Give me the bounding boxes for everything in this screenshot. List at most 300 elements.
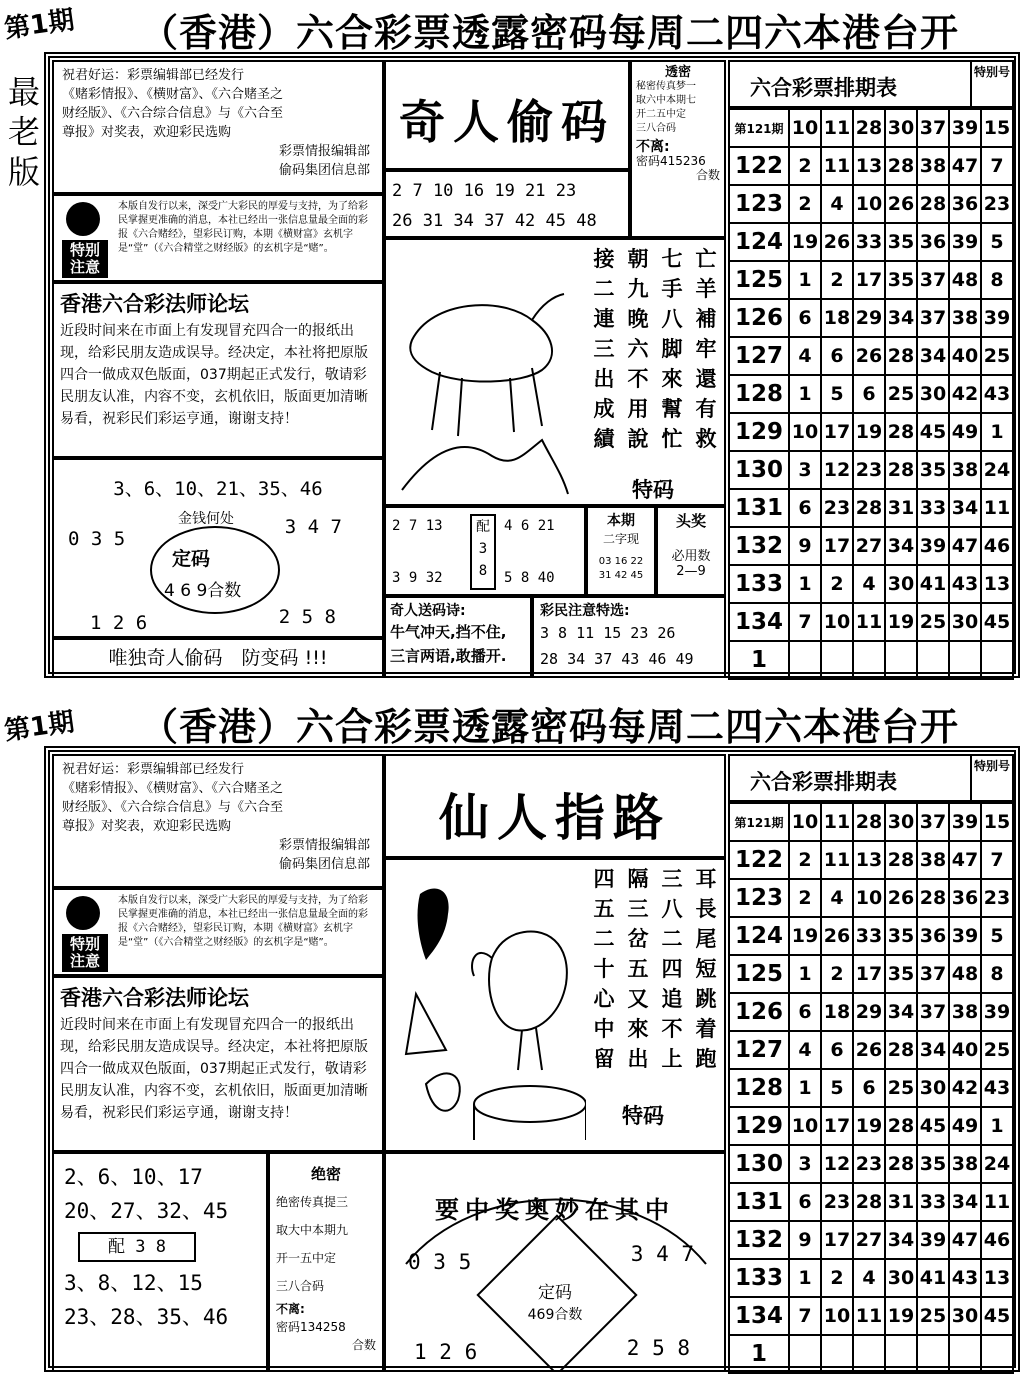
schedule-number: 27 bbox=[853, 527, 885, 565]
page-title: 奇人偷码 bbox=[399, 95, 615, 149]
side-label bbox=[6, 72, 42, 192]
attention-title: 彩民注意特选: bbox=[540, 603, 630, 619]
greeting-line: 《赌彩情报》、《横财富》、《六合赌圣之 bbox=[62, 87, 284, 102]
send-poem-line: 三言两语,敢播开. bbox=[390, 647, 507, 665]
bottom-sheet bbox=[0, 694, 1032, 1388]
schedule-number: 11 bbox=[821, 841, 853, 879]
diamond-box bbox=[384, 1152, 726, 1372]
schedule-number: 28 bbox=[885, 337, 917, 375]
ring-arc-text: 金钱何处 bbox=[178, 511, 234, 527]
schedule-number: 45 bbox=[981, 603, 1013, 641]
schedule-issue-label: 131 bbox=[729, 489, 789, 527]
schedule-number bbox=[885, 641, 917, 679]
this-issue-box bbox=[586, 506, 656, 596]
schedule-number: 26 bbox=[853, 1031, 885, 1069]
schedule-number: 15 bbox=[981, 109, 1013, 147]
greeting-box bbox=[52, 754, 384, 888]
schedule-number: 28 bbox=[853, 1183, 885, 1221]
bomb-icon bbox=[66, 202, 100, 236]
schedule-number: 17 bbox=[821, 1221, 853, 1259]
schedule-row bbox=[729, 451, 1013, 489]
greeting-signature: 彩票情报编辑部 bbox=[278, 838, 370, 853]
schedule-row bbox=[729, 603, 1013, 641]
schedule-number: 11 bbox=[853, 603, 885, 641]
forum-title: 香港六合彩法师论坛 bbox=[60, 292, 249, 316]
ring-left-numbers: 0 3 5 bbox=[68, 528, 126, 550]
schedule-number: 33 bbox=[853, 223, 885, 261]
schedule-number: 28 bbox=[885, 1107, 917, 1145]
schedule-number: 49 bbox=[949, 1107, 981, 1145]
poem-columns bbox=[590, 244, 722, 464]
poem-columns bbox=[590, 864, 722, 1096]
schedule-number: 35 bbox=[917, 451, 949, 489]
schedule-number: 30 bbox=[885, 803, 917, 841]
title-numbers bbox=[384, 170, 630, 238]
schedule-number: 13 bbox=[981, 1259, 1013, 1297]
ring-bottom-left: 1 2 6 bbox=[90, 612, 148, 634]
title-number-line: 26 31 34 37 42 45 48 bbox=[392, 211, 597, 231]
schedule-number: 28 bbox=[885, 841, 917, 879]
mini-pair-number: 3 bbox=[478, 541, 488, 557]
schedule-number bbox=[949, 1335, 981, 1373]
send-poem-line: 牛气冲天,挡不住, bbox=[390, 623, 507, 641]
secret-code: 密码415236 bbox=[636, 154, 706, 168]
schedule-row bbox=[729, 1031, 1013, 1069]
schedule-issue-label: 127 bbox=[729, 337, 789, 375]
schedule-number: 25 bbox=[917, 1297, 949, 1335]
schedule-number: 35 bbox=[885, 261, 917, 299]
schedule-number: 39 bbox=[949, 223, 981, 261]
schedule-row bbox=[729, 641, 1013, 679]
schedule-number: 43 bbox=[981, 375, 1013, 413]
schedule-row bbox=[729, 841, 1013, 879]
diamond-bottom-left: 1 2 6 bbox=[414, 1340, 478, 1364]
schedule-number: 38 bbox=[917, 147, 949, 185]
schedule-number: 11 bbox=[821, 147, 853, 185]
schedule-number: 11 bbox=[821, 109, 853, 147]
schedule-row bbox=[729, 1297, 1013, 1335]
diamond-left-numbers: 0 3 5 bbox=[408, 1250, 472, 1274]
schedule-number bbox=[981, 1335, 1013, 1373]
schedule-number: 2 bbox=[821, 261, 853, 299]
schedule-number: 2 bbox=[789, 147, 821, 185]
ring-center-value: 4 6 9合数 bbox=[164, 581, 242, 601]
schedule-number: 29 bbox=[853, 299, 885, 337]
schedule-number: 5 bbox=[981, 917, 1013, 955]
schedule-number: 4 bbox=[789, 1031, 821, 1069]
schedule-number: 8 bbox=[981, 261, 1013, 299]
schedule-number bbox=[853, 641, 885, 679]
schedule-number: 8 bbox=[981, 955, 1013, 993]
schedule-special-label: 特别号 bbox=[970, 62, 1012, 106]
schedule-number: 28 bbox=[853, 489, 885, 527]
schedule-number: 39 bbox=[949, 803, 981, 841]
schedule-number: 28 bbox=[885, 451, 917, 489]
schedule-number: 39 bbox=[917, 1221, 949, 1259]
schedule-header bbox=[728, 754, 1014, 802]
number-line: 23、28、35、46 bbox=[64, 1305, 229, 1329]
schedule-number: 47 bbox=[949, 147, 981, 185]
schedule-number: 29 bbox=[853, 993, 885, 1031]
schedule-number: 34 bbox=[885, 993, 917, 1031]
schedule-number: 23 bbox=[853, 1145, 885, 1183]
head-prize-range: 2—9 bbox=[676, 564, 706, 579]
schedule-row bbox=[729, 1107, 1013, 1145]
schedule-issue-label: 128 bbox=[729, 1069, 789, 1107]
schedule-title: 六合彩票排期表 bbox=[750, 770, 897, 794]
schedule-row bbox=[729, 185, 1013, 223]
schedule-number: 23 bbox=[821, 1183, 853, 1221]
secret-line: 开二五中定 bbox=[636, 109, 686, 120]
schedule-issue-label: 125 bbox=[729, 955, 789, 993]
schedule-number bbox=[821, 1335, 853, 1373]
schedule-number: 31 bbox=[885, 489, 917, 527]
schedule-number: 4 bbox=[853, 1259, 885, 1297]
schedule-number: 25 bbox=[981, 1031, 1013, 1069]
schedule-number bbox=[789, 641, 821, 679]
schedule-issue-label: 132 bbox=[729, 527, 789, 565]
schedule-number: 23 bbox=[853, 451, 885, 489]
schedule-number: 33 bbox=[853, 917, 885, 955]
schedule-number: 28 bbox=[917, 879, 949, 917]
schedule-number: 4 bbox=[853, 565, 885, 603]
this-issue-title: 本期 bbox=[607, 513, 635, 529]
schedule-number: 17 bbox=[821, 413, 853, 451]
schedule-number: 30 bbox=[949, 1297, 981, 1335]
two-word-label: 二字现 bbox=[602, 532, 639, 546]
secret-label: 不离: bbox=[636, 139, 670, 155]
schedule-number: 7 bbox=[981, 147, 1013, 185]
number-line: 20、27、32、45 bbox=[64, 1199, 229, 1223]
schedule-number: 4 bbox=[821, 879, 853, 917]
schedule-row bbox=[729, 565, 1013, 603]
schedule-number: 10 bbox=[789, 109, 821, 147]
schedule-number: 42 bbox=[949, 1069, 981, 1107]
schedule-number: 46 bbox=[981, 1221, 1013, 1259]
schedule-row bbox=[729, 261, 1013, 299]
schedule-number: 30 bbox=[917, 375, 949, 413]
schedule-row bbox=[729, 223, 1013, 261]
schedule-number bbox=[853, 1335, 885, 1373]
number-pair: 配 3 8 bbox=[78, 1232, 196, 1262]
head-prize-box bbox=[656, 506, 726, 596]
schedule-number bbox=[821, 641, 853, 679]
greeting-line: 祝君好运：彩票编辑部已经发行 bbox=[62, 762, 245, 777]
schedule-number bbox=[789, 1335, 821, 1373]
side-char: 版 bbox=[7, 153, 40, 191]
secret-head: 透密 bbox=[664, 65, 691, 80]
notice-badge: 特别注意 bbox=[62, 240, 108, 278]
attention-box bbox=[532, 596, 726, 678]
schedule-number: 41 bbox=[917, 1259, 949, 1297]
schedule-number: 28 bbox=[917, 185, 949, 223]
schedule-number: 9 bbox=[789, 527, 821, 565]
poem-column: 耳長尾短跳着跑 bbox=[695, 866, 717, 1071]
schedule-number: 9 bbox=[789, 1221, 821, 1259]
schedule-title: 六合彩票排期表 bbox=[750, 76, 897, 100]
schedule-number: 36 bbox=[917, 917, 949, 955]
schedule-issue-label: 130 bbox=[729, 451, 789, 489]
ring-center-title: 定码 bbox=[172, 548, 211, 570]
schedule-number: 19 bbox=[885, 1297, 917, 1335]
ring-footer: 唯独奇人偷码 防变码 !!! bbox=[52, 638, 384, 678]
schedule-number: 26 bbox=[853, 337, 885, 375]
schedule-number: 17 bbox=[821, 1107, 853, 1145]
poem-column: 朝九晚六不用說 bbox=[627, 246, 649, 451]
schedule-number: 1 bbox=[789, 1069, 821, 1107]
greeting-line: 财经版》、《六合综合信息》与《六合至 bbox=[62, 800, 284, 815]
schedule-table bbox=[728, 108, 1014, 680]
schedule-number: 13 bbox=[981, 565, 1013, 603]
schedule-number: 7 bbox=[789, 603, 821, 641]
mini-pair bbox=[470, 514, 496, 590]
mini-pair-label: 配 bbox=[476, 519, 490, 535]
schedule-number: 5 bbox=[821, 1069, 853, 1107]
schedule-number: 1 bbox=[981, 1107, 1013, 1145]
schedule-issue-label: 122 bbox=[729, 841, 789, 879]
schedule-issue-label: 132 bbox=[729, 1221, 789, 1259]
schedule-row bbox=[729, 1221, 1013, 1259]
schedule-number: 17 bbox=[821, 527, 853, 565]
schedule-number: 40 bbox=[949, 337, 981, 375]
schedule-row bbox=[729, 413, 1013, 451]
schedule-number: 1 bbox=[789, 261, 821, 299]
forum-box bbox=[52, 282, 384, 458]
bomb-icon bbox=[66, 896, 100, 930]
schedule-number: 34 bbox=[885, 299, 917, 337]
schedule-number: 6 bbox=[789, 489, 821, 527]
number-line: 2、6、10、17 bbox=[64, 1165, 203, 1189]
number-line: 3、8、12、15 bbox=[64, 1271, 203, 1295]
ring-bottom-right: 2 5 8 bbox=[278, 606, 336, 628]
schedule-number: 48 bbox=[949, 955, 981, 993]
schedule-number: 10 bbox=[853, 879, 885, 917]
secret-line: 取大中本期九 bbox=[276, 1223, 349, 1237]
poem-column: 四五二十心中留 bbox=[593, 866, 615, 1071]
schedule-special-label: 特别号 bbox=[970, 756, 1012, 800]
schedule-issue-label: 126 bbox=[729, 993, 789, 1031]
schedule-number: 37 bbox=[917, 109, 949, 147]
two-word-numbers: 03 16 22 bbox=[598, 556, 644, 567]
schedule-row bbox=[729, 527, 1013, 565]
mini-pair-number: 8 bbox=[478, 563, 488, 579]
schedule-row bbox=[729, 1145, 1013, 1183]
goat-illustration bbox=[392, 260, 572, 500]
schedule-number: 6 bbox=[789, 1183, 821, 1221]
ring-top-numbers: 3、6、10、21、35、46 bbox=[113, 478, 323, 500]
schedule-number: 38 bbox=[949, 993, 981, 1031]
schedule-number: 28 bbox=[885, 1145, 917, 1183]
diamond-right-numbers: 3 4 7 bbox=[630, 1242, 694, 1266]
schedule-number: 43 bbox=[981, 1069, 1013, 1107]
schedule-number: 10 bbox=[821, 603, 853, 641]
greeting-signature: 偷码集团信息部 bbox=[278, 857, 370, 872]
send-poem-box bbox=[384, 596, 532, 678]
poem-column: 七手八脚來幫忙 bbox=[661, 246, 683, 451]
greeting-line: 财经版》、《六合综合信息》与《六合至 bbox=[62, 106, 284, 121]
arc-text: 要中奖奥妙在其中 bbox=[435, 1196, 675, 1224]
schedule-row bbox=[729, 879, 1013, 917]
forum-title: 香港六合彩法师论坛 bbox=[60, 986, 249, 1010]
send-poem-title: 奇人送码诗: bbox=[390, 603, 466, 619]
schedule-number: 35 bbox=[917, 1145, 949, 1183]
forum-body: 近段时间来在市面上有发现冒充四合一的报纸出现，给彩民朋友造成误导。经决定，本社将把原版四合一做成双色版面，037期起正式发行，敬请彩民朋友认准，内容不变，玄机依旧，版面更加清晰易看，祝彩民们彩运亨通，谢谢支持！ bbox=[60, 1017, 368, 1121]
schedule-issue-label: 123 bbox=[729, 185, 789, 223]
head-prize-text: 必用数 bbox=[671, 549, 711, 564]
schedule-issue-label: 129 bbox=[729, 1107, 789, 1145]
schedule-number: 28 bbox=[885, 413, 917, 451]
schedule-number: 37 bbox=[917, 299, 949, 337]
head-prize-title: 头奖 bbox=[675, 512, 706, 530]
issue-number: 第1期 bbox=[2, 5, 77, 45]
mini-left-top: 2 7 13 bbox=[392, 518, 443, 534]
schedule-number: 28 bbox=[885, 1031, 917, 1069]
schedule-number: 5 bbox=[821, 375, 853, 413]
greeting-line: 《赌彩情报》、《横财富》、《六合赌圣之 bbox=[62, 781, 284, 796]
schedule-number: 36 bbox=[949, 879, 981, 917]
secret-line: 绝密传真提三 bbox=[276, 1195, 349, 1209]
schedule-number: 47 bbox=[949, 841, 981, 879]
schedule-number: 33 bbox=[917, 1183, 949, 1221]
schedule-number: 11 bbox=[981, 1183, 1013, 1221]
schedule-number: 6 bbox=[821, 337, 853, 375]
schedule-row bbox=[729, 955, 1013, 993]
special-code-label: 特码 bbox=[632, 477, 674, 502]
secret-line: 取六中本期七 bbox=[636, 95, 696, 106]
schedule-number: 25 bbox=[981, 337, 1013, 375]
greeting-line: 尊报》对奖表，欢迎彩民选购 bbox=[62, 125, 232, 140]
schedule-number: 19 bbox=[853, 1107, 885, 1145]
schedule-number: 37 bbox=[917, 993, 949, 1031]
schedule-number: 47 bbox=[949, 1221, 981, 1259]
schedule-row bbox=[729, 1335, 1013, 1373]
schedule-issue-label: 129 bbox=[729, 413, 789, 451]
secret-label: 不离: bbox=[276, 1302, 305, 1316]
schedule-number bbox=[917, 1335, 949, 1373]
schedule-row bbox=[729, 1069, 1013, 1107]
headline: （香港）六合彩票透露密码每周二四六本港台开 bbox=[140, 10, 960, 55]
secret-box bbox=[268, 1152, 384, 1372]
diamond-bottom-right: 2 5 8 bbox=[626, 1336, 690, 1360]
ring-right-numbers: 3 4 7 bbox=[284, 516, 342, 538]
schedule-number: 18 bbox=[821, 299, 853, 337]
schedule-number: 34 bbox=[885, 1221, 917, 1259]
schedule-row bbox=[729, 375, 1013, 413]
schedule-number: 34 bbox=[917, 1031, 949, 1069]
bird-illustration bbox=[396, 874, 586, 1144]
schedule-issue-label: 125 bbox=[729, 261, 789, 299]
poem-column: 三八二四追不上 bbox=[661, 866, 683, 1071]
schedule-issue-label: 130 bbox=[729, 1145, 789, 1183]
schedule-number: 49 bbox=[949, 413, 981, 451]
schedule-number: 19 bbox=[789, 917, 821, 955]
schedule-number: 24 bbox=[981, 1145, 1013, 1183]
ring-box bbox=[52, 458, 384, 638]
schedule-number: 6 bbox=[853, 1069, 885, 1107]
schedule-number: 28 bbox=[885, 147, 917, 185]
schedule-header bbox=[728, 60, 1014, 108]
schedule-number: 48 bbox=[949, 261, 981, 299]
schedule-number: 1 bbox=[789, 565, 821, 603]
side-char: 最 bbox=[7, 73, 40, 111]
secret-code-suffix: 合数 bbox=[351, 1338, 376, 1352]
schedule-number: 37 bbox=[917, 261, 949, 299]
schedule-number: 36 bbox=[949, 185, 981, 223]
schedule-number: 36 bbox=[917, 223, 949, 261]
picture-box bbox=[384, 238, 726, 506]
mini-left-bottom: 3 9 32 bbox=[392, 570, 443, 586]
schedule-number: 39 bbox=[949, 109, 981, 147]
notice-badge: 特别注意 bbox=[62, 934, 108, 972]
page-title: 仙人指路 bbox=[439, 788, 671, 847]
schedule-issue-label: 124 bbox=[729, 917, 789, 955]
schedule-number: 39 bbox=[917, 527, 949, 565]
title-box bbox=[384, 60, 630, 170]
schedule-number: 24 bbox=[981, 451, 1013, 489]
poem-column: 隔三岔五又來出 bbox=[627, 866, 649, 1071]
attention-line: 3 8 11 15 23 26 bbox=[540, 624, 676, 642]
schedule-number: 33 bbox=[917, 489, 949, 527]
schedule-number: 34 bbox=[885, 527, 917, 565]
headline: （香港）六合彩票透露密码每周二四六本港台开 bbox=[140, 704, 960, 749]
greeting-signature: 彩票情报编辑部 bbox=[278, 144, 370, 159]
schedule-number bbox=[981, 641, 1013, 679]
numbers-box bbox=[52, 1152, 268, 1372]
schedule-number: 23 bbox=[981, 879, 1013, 917]
schedule-number: 17 bbox=[853, 261, 885, 299]
greeting-line: 祝君好运：彩票编辑部已经发行 bbox=[62, 68, 245, 83]
schedule-number: 15 bbox=[981, 803, 1013, 841]
schedule-number: 3 bbox=[789, 1145, 821, 1183]
schedule-number: 27 bbox=[853, 1221, 885, 1259]
schedule-number: 1 bbox=[981, 413, 1013, 451]
schedule-number: 10 bbox=[789, 803, 821, 841]
notice-box bbox=[52, 888, 384, 976]
title-box bbox=[384, 754, 726, 858]
schedule-number: 7 bbox=[789, 1297, 821, 1335]
mini-right-top: 4 6 21 bbox=[504, 518, 555, 534]
schedule-number: 30 bbox=[917, 1069, 949, 1107]
schedule-number: 2 bbox=[789, 879, 821, 917]
schedule-number: 28 bbox=[853, 109, 885, 147]
schedule-number: 28 bbox=[853, 803, 885, 841]
schedule-number: 10 bbox=[821, 1297, 853, 1335]
schedule-number: 42 bbox=[949, 375, 981, 413]
schedule-number: 30 bbox=[885, 109, 917, 147]
schedule-number: 11 bbox=[981, 489, 1013, 527]
schedule-row bbox=[729, 993, 1013, 1031]
schedule-number: 30 bbox=[949, 603, 981, 641]
schedule-number: 6 bbox=[821, 1031, 853, 1069]
schedule-number: 2 bbox=[821, 1259, 853, 1297]
schedule-number: 26 bbox=[885, 879, 917, 917]
schedule-number: 38 bbox=[949, 451, 981, 489]
schedule-number: 25 bbox=[885, 1069, 917, 1107]
schedule-issue-label: 131 bbox=[729, 1183, 789, 1221]
schedule-number: 46 bbox=[981, 527, 1013, 565]
greeting-line: 尊报》对奖表，欢迎彩民选购 bbox=[62, 819, 232, 834]
schedule-number: 1 bbox=[789, 955, 821, 993]
schedule-number: 2 bbox=[821, 955, 853, 993]
schedule-row bbox=[729, 147, 1013, 185]
secret-head: 绝密 bbox=[310, 1165, 341, 1183]
schedule-number: 10 bbox=[789, 1107, 821, 1145]
issue-number: 第1期 bbox=[2, 707, 77, 747]
schedule-number: 45 bbox=[981, 1297, 1013, 1335]
schedule-row bbox=[729, 337, 1013, 375]
schedule-number: 6 bbox=[853, 375, 885, 413]
schedule-number: 2 bbox=[821, 565, 853, 603]
